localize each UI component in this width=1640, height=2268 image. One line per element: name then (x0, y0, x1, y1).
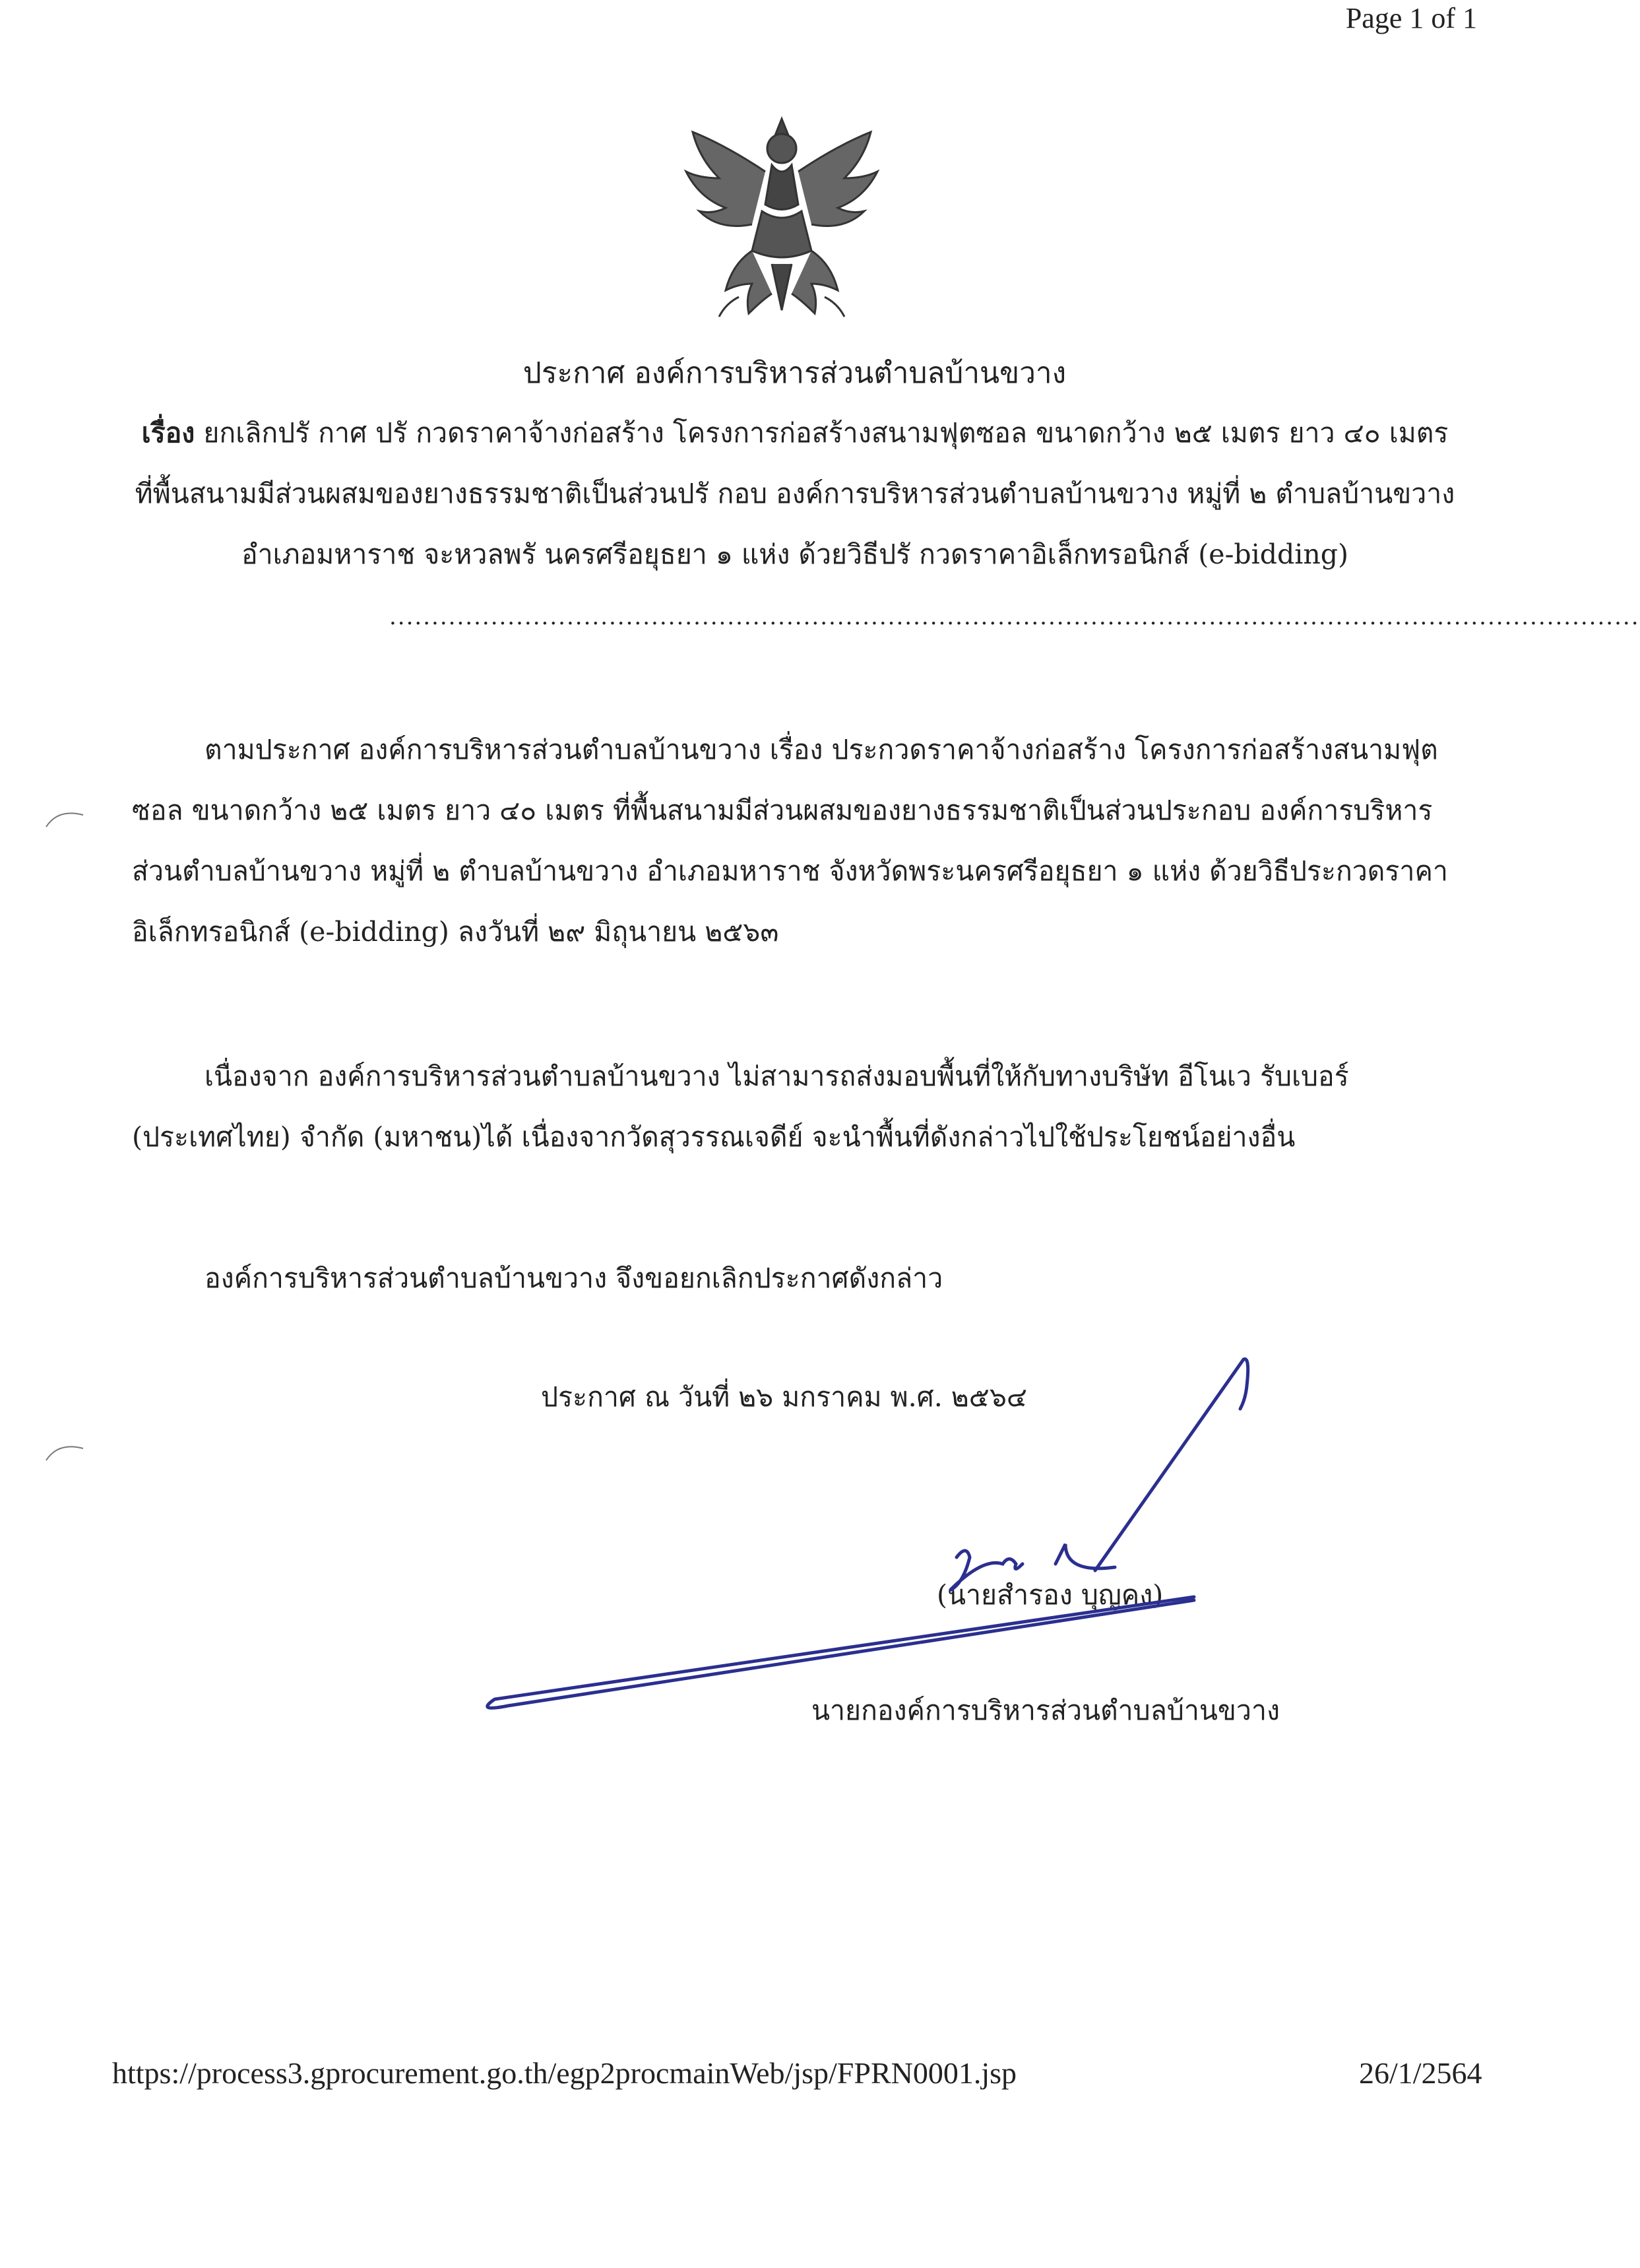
paragraph-reference: ตามประกาศ องค์การบริหารส่วนตำบลบ้านขวาง เรื่อง ประกวดราคาจ้างก่อสร้าง โครงการก่อสร้างสนามฟุตซอล ขนาดกว้าง ๒๕ เมตร ยาว ๔๐ เมตร ที่พื้นสนามมีส่วนผสมของยางธรรมชาติเป็นส่วนประกอบ องค์การบริหารส่วนตำบลบ้านขวาง หมู่ที่ ๒ ตำบลบ้านขวาง อำเภอมหาราช จังหวัดพระนครศรีอยุธยา ๑ แห่ง ด้วยวิธีประกวดราคาอิเล็กทรอนิกส์ (e-bidding) ลงวันที่ ๒๙ มิถุนายน ๒๕๖๓ (132, 734, 1448, 948)
subject-text: ยกเลิกปรั กาศ ปรั กวดราคาจ้างก่อสร้าง โครงการก่อสร้างสนามฟุตซอล ขนาดกว้าง ๒๕ เมตร ยาว ๔๐ เมตร ที่พื้นสนามมีส่วนผสมของยางธรรมชาติเป็นส่วนปรั กอบ องค์การบริหารส่วนตำบลบ้านขวาง หมู่ที่ ๒ ตำบลบ้านขวาง อำเภอมหาราช จะหวลพรั นครศรีอยุธยา ๑ แห่ง ด้วยวิธีปรั กวดราคาอิเล็กทรอนิกส์ (e-bidding) (135, 417, 1455, 570)
subject-block (132, 403, 1458, 585)
page-label: Page 1 of 1 (1345, 2, 1477, 34)
paragraph-reason: เนื่องจาก องค์การบริหารส่วนตำบลบ้านขวาง ไม่สามารถส่งมอบพื้นที่ให้กับทางบริษัท อีโนเว รับเบอร์ (ประเทศไทย) จำกัด (มหาชน)ได้ เนื่องจากวัดสุวรรณเจดีย์ จะนำพื้นที่ดังกล่าวไปใช้ประโยชน์อย่างอื่น (132, 1060, 1349, 1153)
punch-hole-mark (45, 1442, 84, 1462)
handwritten-signature (482, 1346, 1273, 1742)
garuda-emblem (673, 99, 891, 323)
footer-date: 26/1/2564 (1359, 2056, 1482, 2090)
signer-position: นายกองค์การบริหารส่วนตำบลบ้านขวาง (811, 1695, 1280, 1726)
announcement-heading: ประกาศ องค์การบริหารส่วนตำบลบ้านขวาง (522, 356, 1067, 390)
subject-label: เรื่อง (141, 417, 195, 449)
punch-hole-mark (45, 808, 84, 828)
footer-url: https://process3.gprocurement.go.th/egp2procmainWeb/jsp/FPRN0001.jsp (112, 2056, 1017, 2090)
announce-date: ประกาศ ณ วันที่ ๒๖ มกราคม พ.ศ. ๒๕๖๔ (541, 1381, 1027, 1413)
paragraph-cancel: องค์การบริหารส่วนตำบลบ้านขวาง จึงขอยกเลิกประกาศดังกล่าว (205, 1262, 943, 1294)
separator-dots: .................................................................................................................................................... (389, 604, 1640, 630)
signer-name: (นายสำรอง บุญคง) (937, 1579, 1164, 1611)
